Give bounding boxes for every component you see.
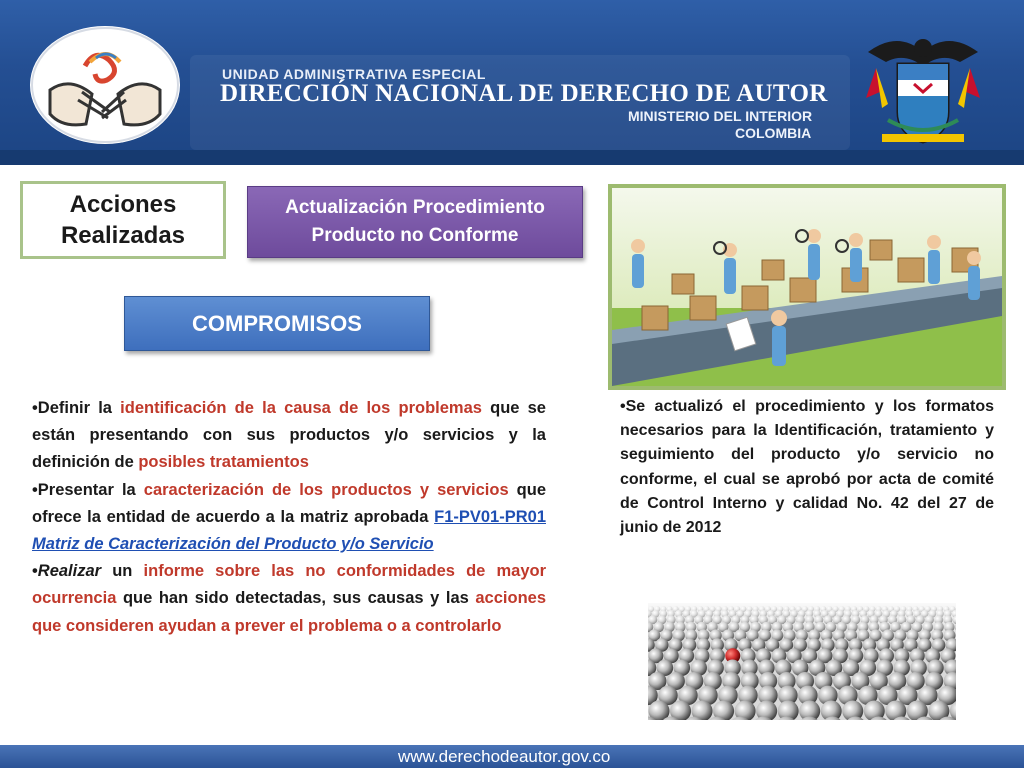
conveyor-inspection-image — [608, 184, 1006, 390]
list-item: •Definir la identificación de la causa de los problemas que se están presentando con sus productos y/o servicios y la definición de posibles tratamientos — [32, 399, 546, 472]
footer-url-link[interactable]: www.derechodeautor.gov.co — [398, 747, 611, 766]
header-title: DIRECCIÓN NACIONAL DE DERECHO DE AUTOR — [220, 80, 828, 107]
dnda-logo — [30, 26, 180, 144]
realizadas-label: Realizadas — [60, 222, 186, 249]
update-box-line2: Producto no Conforme — [311, 225, 519, 246]
header-banner — [0, 0, 1024, 165]
update-box-line1: Actualización Procedimiento — [285, 197, 545, 218]
update-description-text: •Se actualizó el procedimiento y los formatos necesarios para la Identificación, tratamiento y seguimiento del producto y/o servicio no conforme, el cual se aprobó por acta de comité de Control Interno y calidad No. 42 del 27 de junio de 2012 — [620, 398, 994, 537]
compromisos-list — [32, 395, 546, 640]
acciones-label: Acciones — [69, 191, 177, 218]
matrix-link[interactable]: F1-PV01-PR01 Matriz de Caracterización del Producto y/o Servicio — [32, 507, 546, 554]
header-line-colombia: COLOMBIA — [735, 125, 812, 141]
update-procedure-box — [247, 186, 583, 258]
spheres-image — [648, 603, 956, 720]
acciones-realizadas-box — [20, 181, 226, 259]
list-item: •Presentar la caracterización de los productos y servicios que ofrece la entidad de acuerdo a la matriz aprobada F1-PV01-PR01 Matriz de Caracterización del Producto y/o Servicio — [32, 480, 547, 554]
list-item: •Realizar un informe sobre las no conformidades de mayor ocurrencia que han sido detectadas, sus causas y las acciones que consideren ayudan a prever el problema o a controlarlo — [32, 562, 546, 635]
header-line-ministerio: MINISTERIO DEL INTERIOR — [628, 108, 813, 124]
update-description — [620, 395, 994, 540]
colombia-coat-of-arms-icon — [858, 24, 988, 154]
header-line-unidad: UNIDAD ADMINISTRATIVA ESPECIAL — [222, 66, 486, 82]
compromisos-label: COMPROMISOS — [192, 310, 362, 336]
compromisos-button — [124, 296, 430, 351]
